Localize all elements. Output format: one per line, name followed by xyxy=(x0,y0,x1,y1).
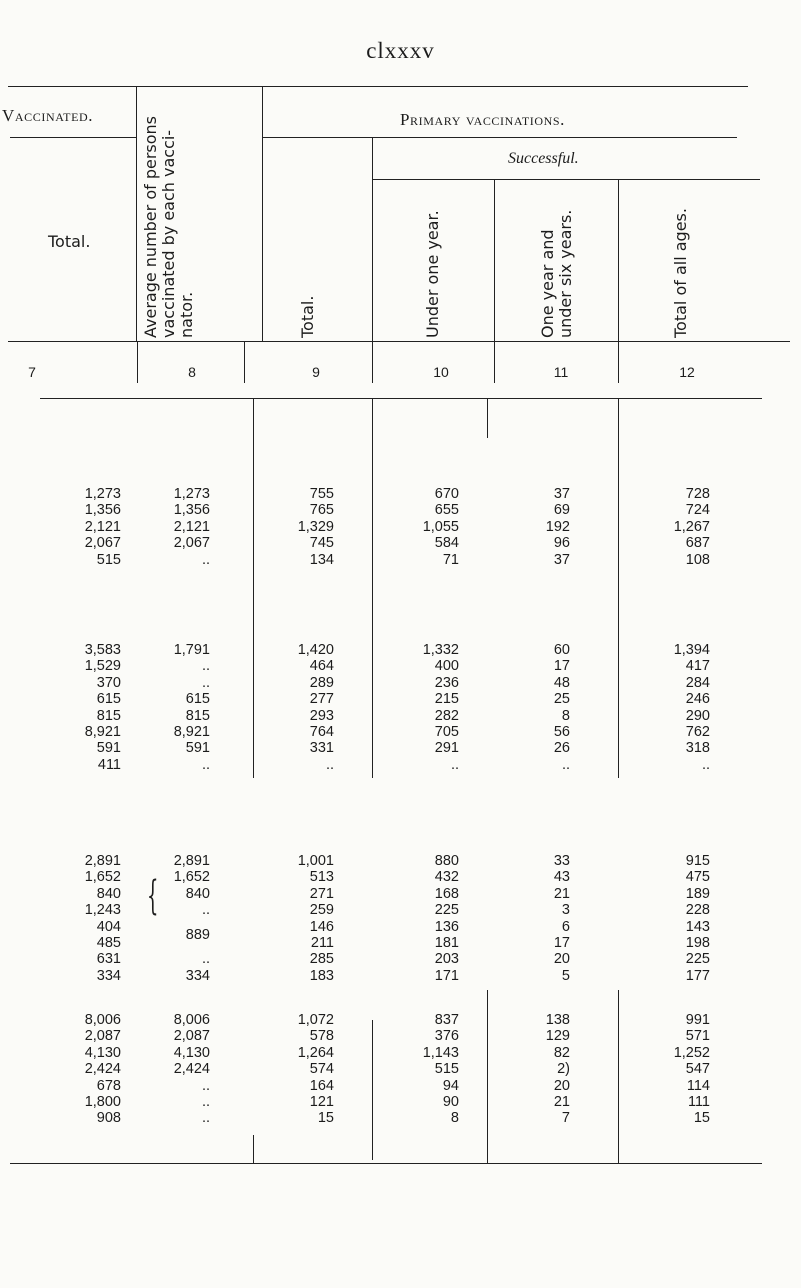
table-cell: 417 xyxy=(685,658,710,675)
table-cell: 728 xyxy=(685,486,710,502)
table-cell: 515 xyxy=(96,551,121,568)
table-cell: 915 xyxy=(685,853,710,869)
table-cell: 177 xyxy=(685,967,710,984)
table-cell: .. xyxy=(201,1077,210,1094)
table-cell: 1,072 xyxy=(297,1012,334,1028)
table-cell: 1,264 xyxy=(297,1044,334,1061)
body-divider-10 xyxy=(372,398,373,778)
table-cell: 6 xyxy=(561,918,570,935)
body-divider-12b xyxy=(618,990,619,1163)
table-cell: 111 xyxy=(687,1094,710,1110)
table-cell: .. xyxy=(201,551,210,568)
col-divider-4 xyxy=(494,179,495,341)
colnum-divider-5 xyxy=(618,341,619,383)
table-cell: 271 xyxy=(309,885,334,902)
total-9-label: Total. xyxy=(298,295,317,338)
primary-underline xyxy=(262,137,737,138)
table-cell: .. xyxy=(450,756,459,773)
table-cell: 282 xyxy=(434,707,459,724)
table-cell: 376 xyxy=(434,1028,459,1045)
table-cell: 889 xyxy=(185,926,210,943)
table-cell: .. xyxy=(201,756,210,773)
one-six-line-1: One year and xyxy=(538,229,557,338)
table-cell: 290 xyxy=(685,707,710,724)
table-cell: 138 xyxy=(545,1012,570,1028)
table-cell: 136 xyxy=(434,918,459,935)
colnum-bottom-rule xyxy=(40,398,762,399)
table-cell: 1,652 xyxy=(84,869,121,886)
successful-header: Successful. xyxy=(508,150,579,167)
table-cell: 15 xyxy=(317,1110,334,1127)
table-cell: .. xyxy=(201,1094,210,1110)
table-cell: 2,424 xyxy=(173,1061,210,1078)
table-cell: 2,121 xyxy=(173,518,210,535)
table-cell: 840 xyxy=(185,885,210,902)
table-cell: 2,424 xyxy=(84,1061,121,1078)
table-cell: 8,921 xyxy=(173,724,210,740)
table-cell: 591 xyxy=(185,740,210,757)
column-number-12: 12 xyxy=(679,364,695,380)
table-cell: 37 xyxy=(553,486,570,502)
table-cell: 908 xyxy=(96,1110,121,1127)
body-divider-12 xyxy=(618,398,619,778)
table-cell: 880 xyxy=(434,853,459,869)
table-cell: 43 xyxy=(553,869,570,886)
table-cell: 615 xyxy=(185,691,210,708)
table-cell: .. xyxy=(701,756,710,773)
table-cell: 114 xyxy=(686,1077,710,1094)
table-cell: 8,921 xyxy=(84,724,121,740)
table-cell: 1,001 xyxy=(297,853,334,869)
table-cell: 2,087 xyxy=(84,1028,121,1045)
table-cell: 1,394 xyxy=(673,642,710,658)
table-cell: 1,055 xyxy=(422,518,459,535)
table-cell: 687 xyxy=(685,535,710,552)
column-number-11: 11 xyxy=(553,364,569,380)
table-cell: .. xyxy=(325,756,334,773)
table-cell: 755 xyxy=(309,486,334,502)
table-cell: 90 xyxy=(442,1094,459,1110)
table-cell: 4,130 xyxy=(84,1044,121,1061)
colnum-divider-1 xyxy=(137,341,138,383)
table-cell: 236 xyxy=(434,674,459,691)
table-cell: 1,267 xyxy=(673,518,710,535)
table-cell: 334 xyxy=(185,967,210,984)
colnum-divider-4 xyxy=(494,341,495,383)
column-number-9: 9 xyxy=(312,364,320,380)
table-cell: 584 xyxy=(434,535,459,552)
table-cell: 146 xyxy=(309,918,334,935)
table-cell: 198 xyxy=(685,935,710,951)
table-cell: 134 xyxy=(309,551,334,568)
table-cell: 762 xyxy=(685,724,710,740)
table-cell: 37 xyxy=(553,551,570,568)
table-cell: 591 xyxy=(96,740,121,757)
table-cell: 215 xyxy=(434,691,459,708)
table-cell: 21 xyxy=(553,1094,570,1110)
table-cell: 289 xyxy=(309,674,334,691)
table-cell: 2) xyxy=(557,1061,570,1078)
column-number-7: 7 xyxy=(28,364,36,380)
table-cell: 15 xyxy=(693,1110,710,1127)
table-cell: 71 xyxy=(442,551,459,568)
body-divider-11 xyxy=(487,398,488,438)
table-cell: 203 xyxy=(434,951,459,968)
table-cell: 670 xyxy=(434,486,459,502)
table-cell: 5 xyxy=(561,967,570,984)
table-cell: 547 xyxy=(685,1061,710,1078)
colnum-divider-3 xyxy=(372,341,373,383)
table-cell: 26 xyxy=(553,740,570,757)
table-cell: 1,420 xyxy=(297,642,334,658)
body-divider-9b xyxy=(253,1135,254,1163)
page-number: clxxxv xyxy=(366,38,435,63)
table-cell: 108 xyxy=(685,551,710,568)
table-cell: 20 xyxy=(553,1077,570,1094)
table-cell: 20 xyxy=(553,951,570,968)
body-divider-11b xyxy=(487,990,488,1163)
table-cell: 2,067 xyxy=(173,535,210,552)
table-cell: 745 xyxy=(309,535,334,552)
total-9-header xyxy=(299,296,317,338)
table-cell: 211 xyxy=(310,935,334,951)
table-cell: 1,356 xyxy=(84,502,121,519)
table-cell: 334 xyxy=(96,967,121,984)
table-cell: .. xyxy=(201,951,210,968)
table-cell: 513 xyxy=(309,869,334,886)
table-cell: 485 xyxy=(96,935,121,951)
table-cell: 7 xyxy=(561,1110,570,1127)
table-cell: 1,243 xyxy=(84,902,121,919)
total-all-ages-label: Total of all ages. xyxy=(671,208,690,338)
table-cell: 475 xyxy=(685,869,710,886)
table-cell: 246 xyxy=(685,691,710,708)
vaccinated-underline xyxy=(10,137,136,138)
col-divider-2 xyxy=(262,87,263,341)
table-cell: 8 xyxy=(561,707,570,724)
row-group-brace: { xyxy=(146,873,159,919)
table-cell: 17 xyxy=(553,935,570,951)
table-cell: 2,891 xyxy=(173,853,210,869)
table-cell: 168 xyxy=(434,885,459,902)
table-cell: 1,252 xyxy=(673,1044,710,1061)
table-cell: 48 xyxy=(553,674,570,691)
table-cell: 2,121 xyxy=(84,518,121,535)
table-cell: 3,583 xyxy=(84,642,121,658)
table-cell: 1,652 xyxy=(173,869,210,886)
table-cell: 1,329 xyxy=(297,518,334,535)
table-cell: 631 xyxy=(96,951,121,968)
table-cell: 331 xyxy=(309,740,334,757)
column-number-8: 8 xyxy=(188,364,196,380)
table-cell: 228 xyxy=(685,902,710,919)
body-divider-10b xyxy=(372,1020,373,1160)
table-cell: 678 xyxy=(96,1077,121,1094)
table-cell: 8,006 xyxy=(84,1012,121,1028)
table-cell: 515 xyxy=(434,1061,459,1078)
table-cell: 8 xyxy=(450,1110,459,1127)
table-cell: 411 xyxy=(97,756,121,773)
table-cell: 1,273 xyxy=(173,486,210,502)
table-cell: 318 xyxy=(685,740,710,757)
table-cell: 815 xyxy=(185,707,210,724)
table-cell: .. xyxy=(201,902,210,919)
table-cell: 1,791 xyxy=(173,642,210,658)
table-cell: 25 xyxy=(553,691,570,708)
header-bottom-rule xyxy=(8,341,790,342)
average-persons-header xyxy=(142,116,196,338)
table-cell: 129 xyxy=(545,1028,570,1045)
table-cell: 60 xyxy=(553,642,570,658)
table-cell: 293 xyxy=(309,707,334,724)
table-cell: 192 xyxy=(545,518,570,535)
table-bottom-rule xyxy=(10,1163,762,1164)
table-cell: 56 xyxy=(553,724,570,740)
top-rule xyxy=(8,86,748,87)
table-cell: 574 xyxy=(309,1061,334,1078)
table-cell: 991 xyxy=(685,1012,710,1028)
table-cell: .. xyxy=(201,674,210,691)
table-cell: 1,529 xyxy=(84,658,121,675)
table-cell: 432 xyxy=(434,869,459,886)
average-line-3: nator. xyxy=(177,291,196,338)
table-cell: 1,143 xyxy=(422,1044,459,1061)
under-one-year-header xyxy=(424,210,442,338)
col-divider-1 xyxy=(136,87,137,341)
table-cell: 69 xyxy=(553,502,570,519)
table-cell: 284 xyxy=(685,674,710,691)
table-cell: 8,006 xyxy=(173,1012,210,1028)
table-cell: 370 xyxy=(96,674,121,691)
table-cell: 164 xyxy=(309,1077,334,1094)
table-cell: 578 xyxy=(309,1028,334,1045)
table-cell: 765 xyxy=(309,502,334,519)
one-to-six-years-header xyxy=(539,210,575,338)
total-header: Total. xyxy=(48,232,91,251)
column-number-10: 10 xyxy=(433,364,449,380)
average-line-2: vaccinated by each vacci- xyxy=(159,129,178,338)
table-cell: 143 xyxy=(685,918,710,935)
average-line-1: Average number of persons xyxy=(141,115,160,338)
table-cell: 400 xyxy=(434,658,459,675)
table-cell: 1,800 xyxy=(84,1094,121,1110)
col-divider-3 xyxy=(372,137,373,341)
colnum-divider-2 xyxy=(244,341,245,383)
table-cell: 2,891 xyxy=(84,853,121,869)
table-cell: 94 xyxy=(442,1077,459,1094)
vaccinated-header: Vaccinated. xyxy=(2,106,94,125)
col-divider-5 xyxy=(618,179,619,341)
under-one-year-label: Under one year. xyxy=(423,210,442,338)
table-cell: .. xyxy=(561,756,570,773)
table-cell: 815 xyxy=(96,707,121,724)
table-cell: 82 xyxy=(553,1044,570,1061)
table-cell: 21 xyxy=(553,885,570,902)
table-cell: 189 xyxy=(685,885,710,902)
table-cell: 225 xyxy=(685,951,710,968)
table-cell: 4,130 xyxy=(173,1044,210,1061)
table-cell: 1,273 xyxy=(84,486,121,502)
table-cell: 183 xyxy=(309,967,334,984)
table-cell: 840 xyxy=(96,885,121,902)
table-cell: .. xyxy=(201,1110,210,1127)
table-cell: 837 xyxy=(434,1012,459,1028)
table-cell: 404 xyxy=(96,918,121,935)
table-cell: 464 xyxy=(309,658,334,675)
table-cell: 259 xyxy=(309,902,334,919)
primary-vaccinations-header: Primary vaccinations. xyxy=(400,110,566,129)
one-six-line-2: under six years. xyxy=(556,209,575,338)
table-cell: 291 xyxy=(434,740,459,757)
table-cell: 225 xyxy=(434,902,459,919)
table-cell: 121 xyxy=(309,1094,334,1110)
table-cell: 181 xyxy=(434,935,459,951)
table-cell: 1,332 xyxy=(422,642,459,658)
table-cell: 571 xyxy=(685,1028,710,1045)
table-cell: 655 xyxy=(434,502,459,519)
table-cell: 96 xyxy=(553,535,570,552)
table-cell: 2,087 xyxy=(173,1028,210,1045)
table-cell: .. xyxy=(201,658,210,675)
successful-underline xyxy=(372,179,760,180)
table-cell: 2,067 xyxy=(84,535,121,552)
table-cell: 724 xyxy=(685,502,710,519)
table-cell: 171 xyxy=(434,967,459,984)
table-cell: 764 xyxy=(309,724,334,740)
table-cell: 285 xyxy=(309,951,334,968)
table-cell: 277 xyxy=(309,691,334,708)
table-cell: 615 xyxy=(96,691,121,708)
table-cell: 17 xyxy=(553,658,570,675)
table-cell: 1,356 xyxy=(173,502,210,519)
table-cell: 3 xyxy=(561,902,570,919)
table-cell: 33 xyxy=(553,853,570,869)
total-all-ages-header xyxy=(672,208,690,338)
table-cell: 705 xyxy=(434,724,459,740)
